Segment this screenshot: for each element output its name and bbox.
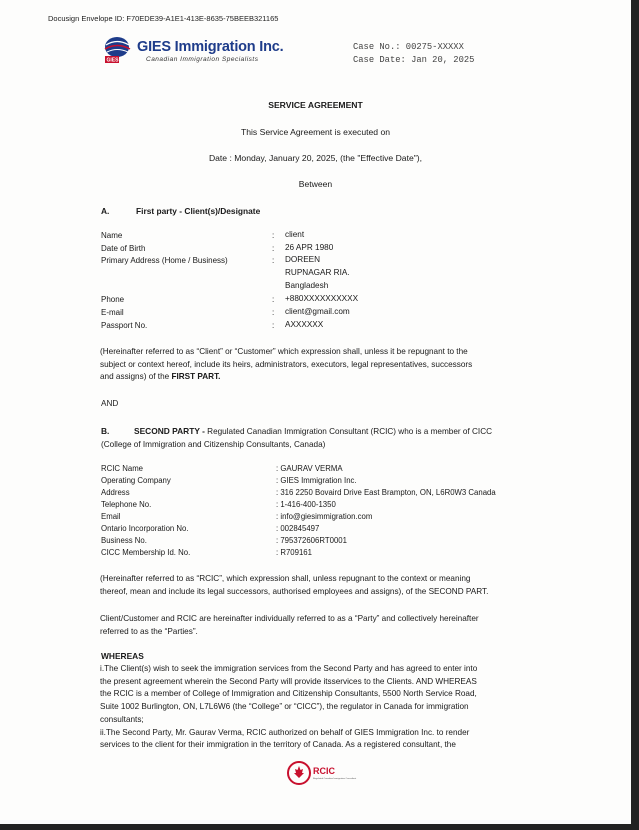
parties-definition: Client/Customer and RCIC are hereinafter individually referred to as a “Party” and collectively hereinafter referred to as the “Parties”.	[100, 614, 479, 636]
effective-date-line: Date : Monday, January 20, 2025, (the "Effective Date"),	[208, 153, 423, 163]
intro-line: This Service Agreement is executed on	[240, 127, 391, 137]
operating-company-value: : GIES Immigration Inc.	[276, 476, 357, 485]
rcic-email-label: Email	[101, 512, 121, 521]
viewer-edge-right	[631, 0, 639, 830]
phone-label: Phone	[101, 295, 125, 304]
brand-name: GIES Immigration Inc.	[137, 39, 284, 55]
rcic-badge-text: RCIC	[313, 766, 335, 776]
gies-logo-icon	[100, 36, 134, 64]
operating-company-label: Operating Company	[101, 476, 171, 485]
rcic-address-value: : 316 2250 Bovaird Drive East Brampton, ON, L6R0W3 Canada	[276, 488, 496, 497]
viewer-edge-bottom	[0, 824, 639, 830]
rcic-address-label: Address	[101, 488, 130, 497]
address-value-line2: RUPNAGAR RIA.	[285, 268, 350, 277]
section-a-letter: A.	[101, 206, 110, 216]
case-date: Case Date: Jan 20, 2025	[353, 55, 475, 65]
rcic-name-value: : GAURAV VERMA	[276, 464, 343, 473]
document-page: Docusign Envelope ID: F70EDE39-A1E1-413E-8635-75BEEB321165 GIES GIES Immigration Inc. Canadian Immigration Specialists Case No.: 00275-XXXXX Case Date: Jan 20, 2025 SERVICE AGREEMENT This Service Agreement is executed on Date : Monday, January 20, 2025, (the "Effective Date"), Between A. First party - Client(s)/Designate Name : client Date of Birth : 26 APR 1980 Primary Address (Home / Business) : DOREEN RUPNAGAR RIA. Bangladesh Phone : +880XXXXXXXXXX E-mail : client@gmail.com Passport No. : AXXXXXX (Hereinafter referred to as “Client” or “Customer” which expression shall, unless it be repugnant to the subject or context hereof, include its heirs, administrators, executors, legal representatives, successors and assigns) of the FIRST PART. AND B. SECOND PARTY - Regulated Canadian Immigration Consultant (RCIC) who is a member of CICC (College of Immigration and Citizenship Consultants, Canada) RCIC Name : GAURAV VERMA Operating Company : GIES Immigration Inc. Address : 316 2250 Bovaird Drive East Brampton, ON, L6R0W3 Canada Telephone No. : 1-416-400-1350 Email : info@giesimmigration.com Ontario Incorporation No. : 002845497 Business No. : 795372606RT0001 CICC Membership Id. No. : R709161 (Hereinafter referred to as “RCIC”, which expression shall, unless repugnant to the context or meaning thereof, mean and include its legal successors, authorised employees and assigns), of the SECOND PART. Client/Customer and RCIC are hereinafter individually referred to as a “Party” and collectively hereinafter referred to as the “Parties”. WHEREAS i.The Client(s) wish to seek the immigration services from the Second Party and has agreed to enter into the present agreement wherein the Second Party will provide itsservices to the Clients. AND WHEREAS the RCIC is a member of College of Immigration and Citizenship Consultants, 5500 North Service Road, Suite 1002 Burlington, ON, L7L6W6 (the “College” or “CICC”), the regulator in Canada for immigration consultants; ii.The Second Party, Mr. Gaurav Verma, RCIC authorized on behalf of GIES Immigration Inc. to render services to the client for their immigration in the territory of Canada. As a registered consultant, the RCIC Regulated Canadian Immigration Consultant	[0, 0, 631, 824]
address-value-line3: Bangladesh	[285, 281, 329, 290]
between-text: Between	[298, 179, 333, 189]
cicc-id-label: CICC Membership Id. No.	[101, 548, 191, 557]
section-a-note: (Hereinafter referred to as “Client” or “Customer” which expression shall, unless it be repugnant to the subject or context hereof, include its heirs, administrators, executors, legal representatives, successors and assigns) of the FIRST PART.	[100, 347, 473, 382]
address-value-line1: DOREEN	[285, 255, 321, 264]
business-no-label: Business No.	[101, 536, 147, 545]
whereas-heading: WHEREAS	[101, 651, 144, 661]
dob-label: Date of Birth	[101, 244, 146, 253]
incorporation-label: Ontario Incorporation No.	[101, 524, 189, 533]
email-value: client@gmail.com	[285, 307, 350, 316]
business-no-value: : 795372606RT0001	[276, 536, 347, 545]
case-number: Case No.: 00275-XXXXX	[353, 42, 464, 52]
rcic-badge-subtext: Regulated Canadian Immigration Consultant	[313, 778, 357, 780]
rcic-name-label: RCIC Name	[101, 464, 144, 473]
whereas-clauses: i.The Client(s) wish to seek the immigration services from the Second Party and has agreed to enter into the present agreement wherein the Second Party will provide itsservices to the Clients. AND WHEREAS the RCIC is a member of College of Immigration and Citizenship Consultants, 5500 North Service Road, Suite 1002 Burlington, ON, L7L6W6 (the “College” or “CICC”), the regulator in Canada for immigration consultants; ii.The Second Party, Mr. Gaurav Verma, RCIC authorized on behalf of GIES Immigration Inc. to render services to the client for their immigration in the territory of Canada. As a registered consultant, the	[100, 664, 478, 750]
and-text: AND	[101, 399, 119, 408]
client-name-value: client	[285, 230, 305, 239]
rcic-email-value: : info@giesimmigration.com	[276, 512, 373, 521]
section-b-heading: SECOND PARTY - Regulated Canadian Immigration Consultant (RCIC) who is a member of CICC (College of Immigration and Citizenship Consultants, Canada)	[101, 426, 493, 449]
rcic-badge-icon	[287, 760, 357, 786]
section-a-title: First party - Client(s)/Designate	[136, 206, 261, 216]
section-b-letter: B.	[101, 426, 110, 436]
dob-value: 26 APR 1980	[285, 243, 334, 252]
cicc-id-value: : R709161	[276, 548, 312, 557]
address-label: Primary Address (Home / Business)	[101, 256, 228, 265]
phone-value: +880XXXXXXXXXX	[285, 294, 359, 303]
telephone-value: : 1-416-400-1350	[276, 500, 336, 509]
client-name-label: Name	[101, 231, 123, 240]
email-label: E-mail	[101, 308, 124, 317]
telephone-label: Telephone No.	[101, 500, 152, 509]
logo-text: GIES	[106, 57, 119, 64]
envelope-id: Docusign Envelope ID: F70EDE39-A1E1-413E-8635-75BEEB321165	[48, 14, 279, 23]
passport-value: AXXXXXX	[285, 320, 324, 329]
passport-label: Passport No.	[101, 321, 148, 330]
brand-tagline: Canadian Immigration Specialists	[146, 56, 259, 63]
incorporation-value: : 002845497	[276, 524, 320, 533]
section-b-note: (Hereinafter referred to as “RCIC”, which expression shall, unless repugnant to the context or meaning thereof, mean and include its legal successors, authorised employees and assigns), of the SECOND PART.	[100, 574, 489, 596]
document-title: SERVICE AGREEMENT	[268, 100, 363, 110]
